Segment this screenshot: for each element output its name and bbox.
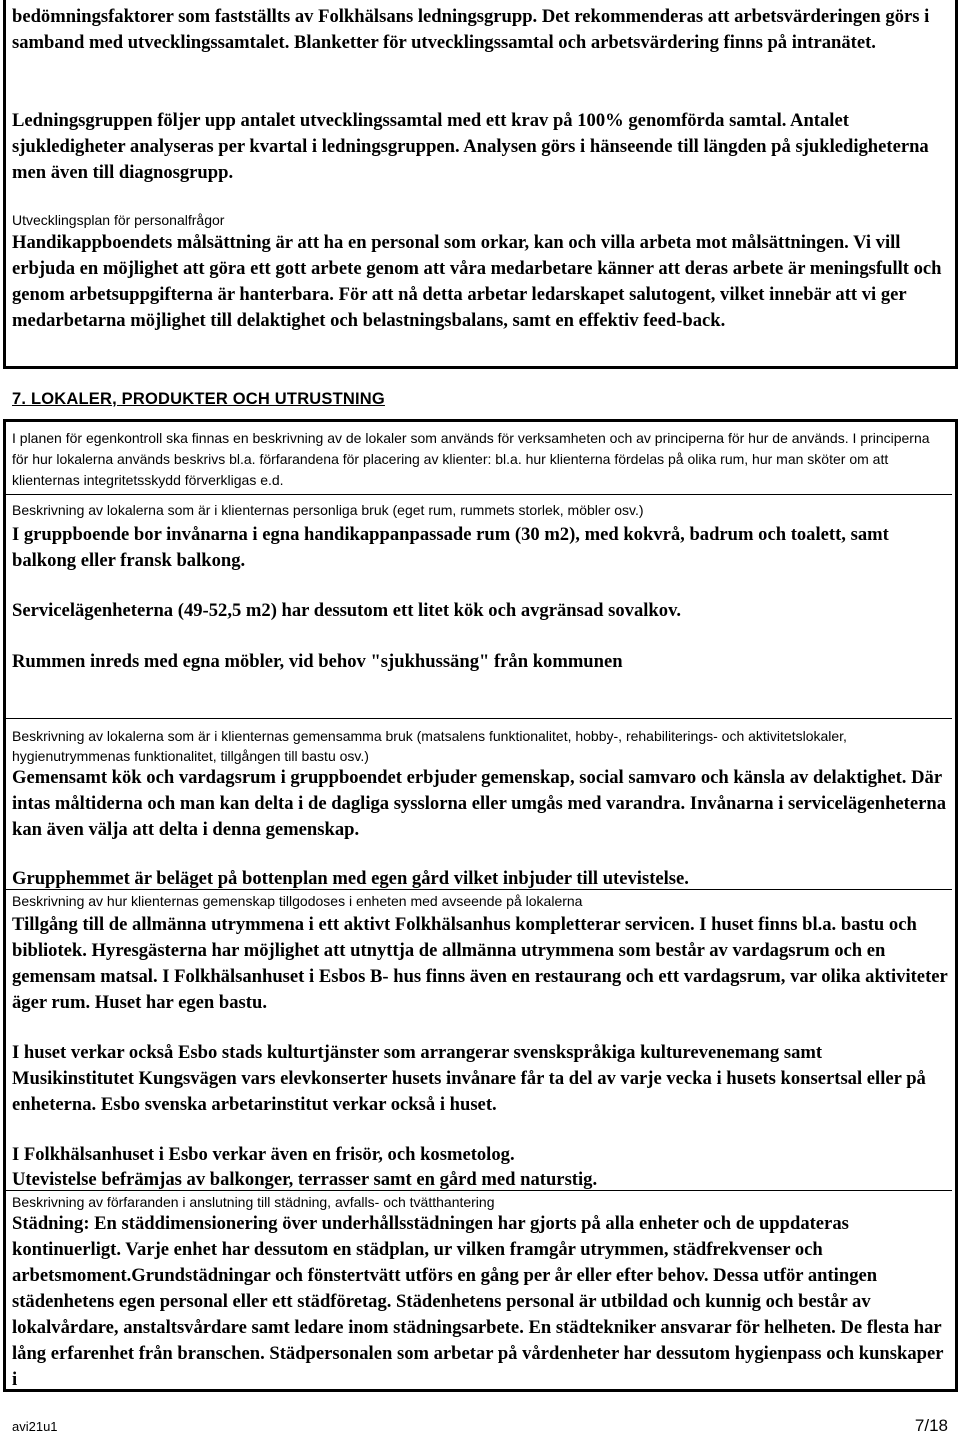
community-needs-label: Beskrivning av hur klienternas gemenskap tillgodoses i enheten med avseende på lokalerna [12,893,583,909]
section-heading: 7. LOKALER, PRODUKTER OCH UTRUSTNING [12,390,385,408]
divider [6,718,952,719]
divider [6,494,952,495]
footer-page-number: 7/18 [914,1416,948,1435]
personal-use-label: Beskrivning av lokalerna som är i klienternas personliga bruk (eget rum, rummets storlek, möbler osv.) [12,502,644,518]
cleaning-paragraph: Städning: En städdimensionering över underhållsstädningen har gjorts på alla enheter och de uppdateras kontinuerligt. Varje enhet har dessutom en städplan, ur vilken framgår utrymmen, städfrekvenser och arbetsmoment.Grundstädningar och fönstertvätt utförs en gång per år eller efter behov. Dessa utför antingen städenhetens egen personal eller ett städföretag. Städenhetens personal är utbildad och kunnig och består av lokalvårdare, anstaltsvårdare samt ledare inom städningsarbete. En städtekniker ansvarar för helheten. De flesta har lång erfarenhet från branschen. Städpersonalen som arbetar på vårdenheter har dessutom hygienpass och kunskaper i [12,1213,944,1390]
development-plan-label: Utvecklingsplan för personalfrågor [12,212,225,228]
cleaning-label: Beskrivning av förfaranden i anslutning till städning, avfalls- och tvätthantering [12,1194,495,1210]
common-use-paragraph-2: Grupphemmet är beläget på bottenplan med egen gård vilket inbjuder till utevistelse. [12,868,689,889]
footer-document-id: avi21u1 [12,1419,58,1434]
personal-use-paragraph-2: Servicelägenheterna (49-52,5 m2) har dessutom ett litet kök och avgränsad sovalkov. [12,600,681,621]
community-needs-paragraph-2: I huset verkar också Esbo stads kulturtjänster som arrangerar svenskspråkiga kulturevenemang samt Musikinstitutet Kungsvägen vars elevkonserter husets invånare får ta del av varje vecka i husets konsertsal eller på enheterna. Esbo svenska arbetarinstitut verkar också i huset. [12,1042,926,1115]
common-use-label: Beskrivning av lokalerna som är i klienternas gemensamma bruk (matsalens funktionalitet, hobby-, rehabiliterings- och aktivitetslokaler, hygienutrymmenas funktionalitet, tillgången till bastu osv.) [12,728,847,764]
common-use-paragraph-1: Gemensamt kök och vardagsrum i gruppboendet erbjuder gemenskap, social samvaro och känsla av delaktighet. Där intas måltiderna och man kan delta i de dagliga sysslorna eller umgås med varandra. Invånarna i servicelägenheterna kan även välja att delta i denna gemenskap. [12,767,946,840]
section-intro: I planen för egenkontroll ska finnas en beskrivning av de lokaler som används för verksamheten och av principerna för hur de används. I principerna för hur lokalerna används beskrivs bl.a. förfarandena för placering av klienter: bl.a. hur klienterna fördelas på olika rum, hur man sköter om att klienternas integritetsskydd förverkligas e.d. [12,430,930,488]
divider [6,889,952,890]
divider [6,1190,952,1191]
personal-use-paragraph-3: Rummen inreds med egna möbler, vid behov "sjukhussäng" från kommunen [12,651,623,672]
top-paragraph-1: bedömningsfaktorer som fastställts av Folkhälsans ledningsgrupp. Det rekommenderas att arbetsvärderingen görs i samband med utvecklingssamtalet. Blanketter för utvecklingssamtal och arbetsvärdering finns på intranätet. [12,6,930,53]
top-paragraph-3: Handikappboendets målsättning är att ha en personal som orkar, kan och villa arbeta mot målsättningen. Vi vill erbjuda en möjlighet att göra ett gott arbete genom att våra medarbetare känner att deras arbete är meningsfullt och genom arbetsuppgifterna är hanterbara. För att nå detta arbetar ledarskapet salutogent, vilket innebär att vi ger medarbetarna möjlighet till delaktighet och belastningsbalans, samt en effektiv feed-back. [12,232,942,331]
personal-use-paragraph-1: I gruppboende bor invånarna i egna handikappanpassade rum (30 m2), med kokvrå, badrum och toalett, samt balkong eller fransk balkong. [12,524,889,571]
community-needs-paragraph-1: Tillgång till de allmänna utrymmena i ett aktivt Folkhälsanhus kompletterar servicen. I huset finns bl.a. bastu och bibliotek. Hyresgästerna har möjlighet att utnyttja de allmänna utrymmena som består av vardagsrum och en gemensam matsal. I Folkhälsanhuset i Esbos B- hus finns även en restaurang och ett vardagsrum, var olika aktiviteter äger rum. Huset har egen bastu. [12,914,948,1013]
community-needs-paragraph-4: Utevistelse befrämjas av balkonger, terrasser samt en gård med naturstig. [12,1169,598,1190]
community-needs-paragraph-3: I Folkhälsanhuset i Esbo verkar även en frisör, och kosmetolog. [12,1144,515,1165]
top-paragraph-2: Ledningsgruppen följer upp antalet utvecklingssamtal med ett krav på 100% genomförda samtal. Antalet sjukledigheter analyseras per kvartal i ledningsgruppen. Analysen görs i hänseende till längden på sjukledigheterna men även till diagnosgrupp. [12,110,929,183]
